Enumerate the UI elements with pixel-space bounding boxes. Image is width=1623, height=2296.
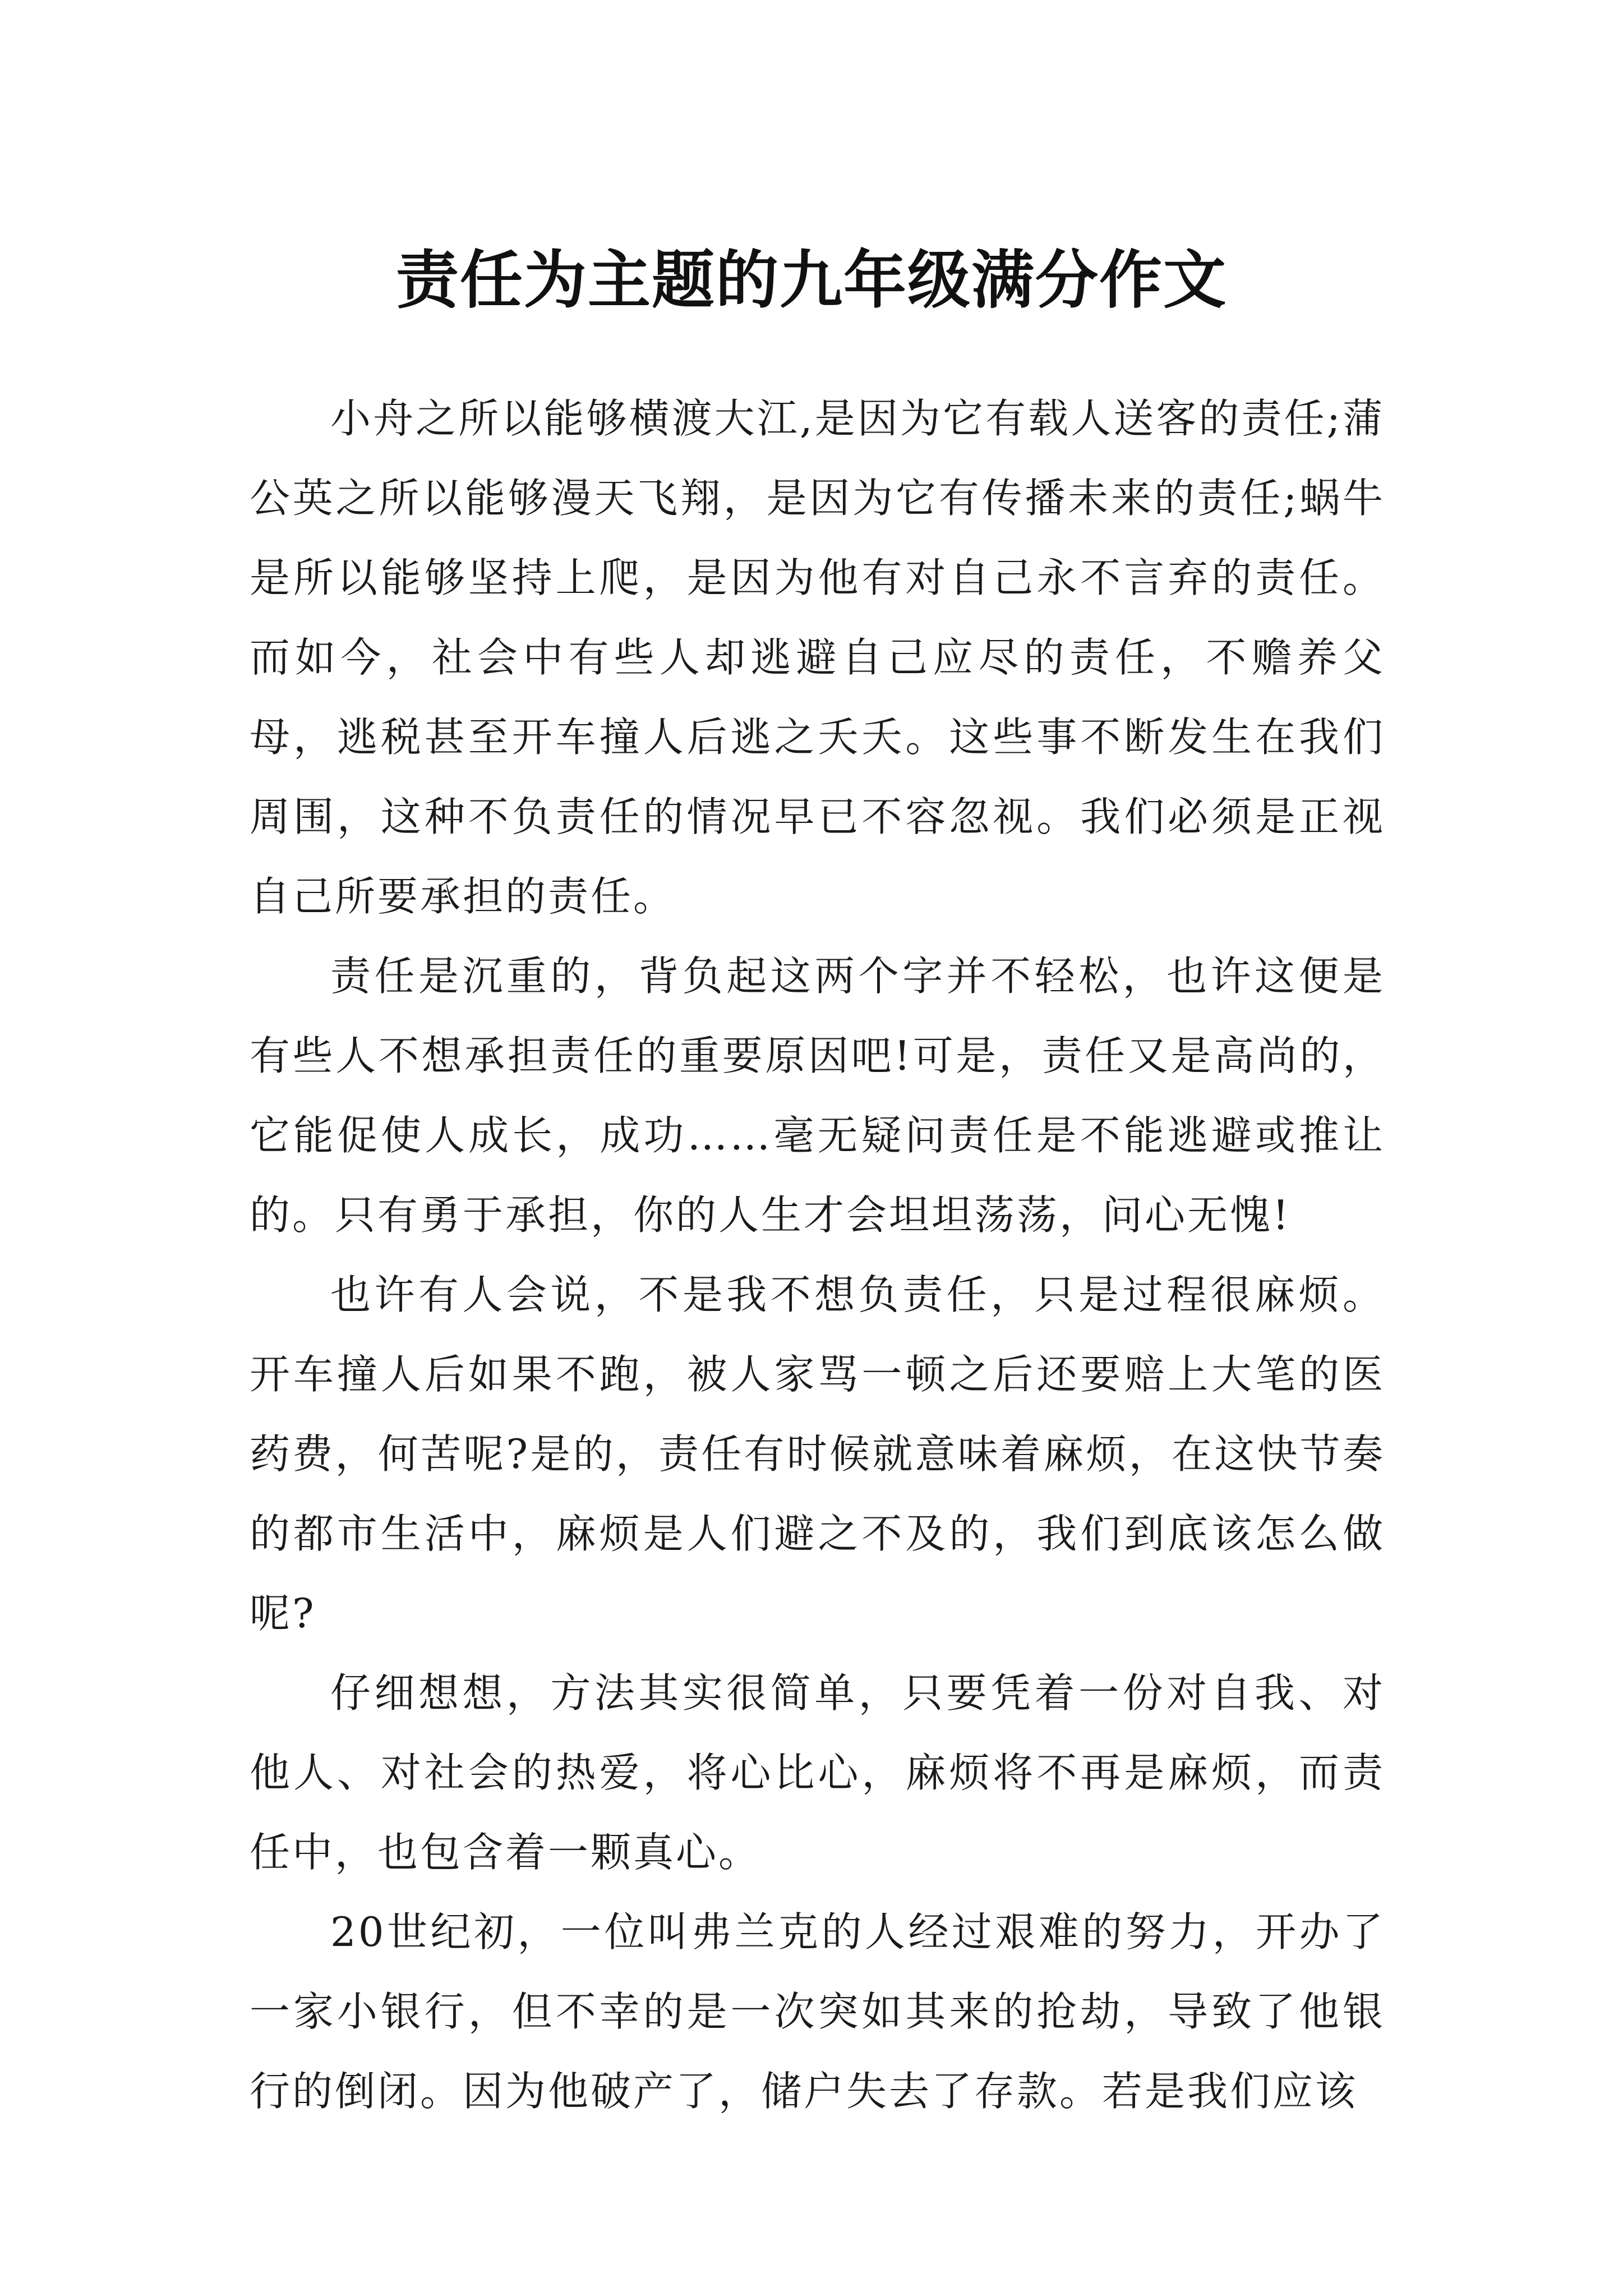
paragraph: 也许有人会说，不是我不想负责任，只是过程很麻烦。开车撞人后如果不跑，被人家骂一顿之后还要赔上大笔的医药费，何苦呢?是的，责任有时候就意味着麻烦，在这快节奏的都市生活中，麻烦是人们避之不及的，我们到底该怎么做呢? <box>250 1271 1385 1637</box>
paragraph: 20世纪初，一位叫弗兰克的人经过艰难的努力，开办了一家小银行，但不幸的是一次突如其来的抢劫，导致了他银行的倒闭。因为他破产了，储户失去了存款。若是我们应该 <box>250 1908 1385 2115</box>
document-body <box>250 379 1385 2131</box>
paragraph: 仔细想想，方法其实很简单，只要凭着一份对自我、对他人、对社会的热爱，将心比心，麻烦将不再是麻烦，而责任中，也包含着一颗真心。 <box>250 1669 1385 1876</box>
paragraph: 小舟之所以能够横渡大江,是因为它有载人送客的责任;蒲公英之所以能够漫天飞翔，是因为它有传播未来的责任;蜗牛是所以能够坚持上爬，是因为他有对自己永不言弃的责任。而如今，社会中有些人却逃避自己应尽的责任，不赡养父母，逃税甚至开车撞人后逃之夭夭。这些事不断发生在我们周围，这种不负责任的情况早已不容忽视。我们必须是正视自己所要承担的责任。 <box>250 395 1385 920</box>
paragraph: 责任是沉重的，背负起这两个字并不轻松，也许这便是有些人不想承担责任的重要原因吧!可是，责任又是高尚的，它能促使人成长，成功……毫无疑问责任是不能逃避或推让的。只有勇于承担，你的人生才会坦坦荡荡，问心无愧! <box>250 953 1385 1239</box>
document-title: 责任为主题的九年级满分作文 <box>396 244 1227 318</box>
